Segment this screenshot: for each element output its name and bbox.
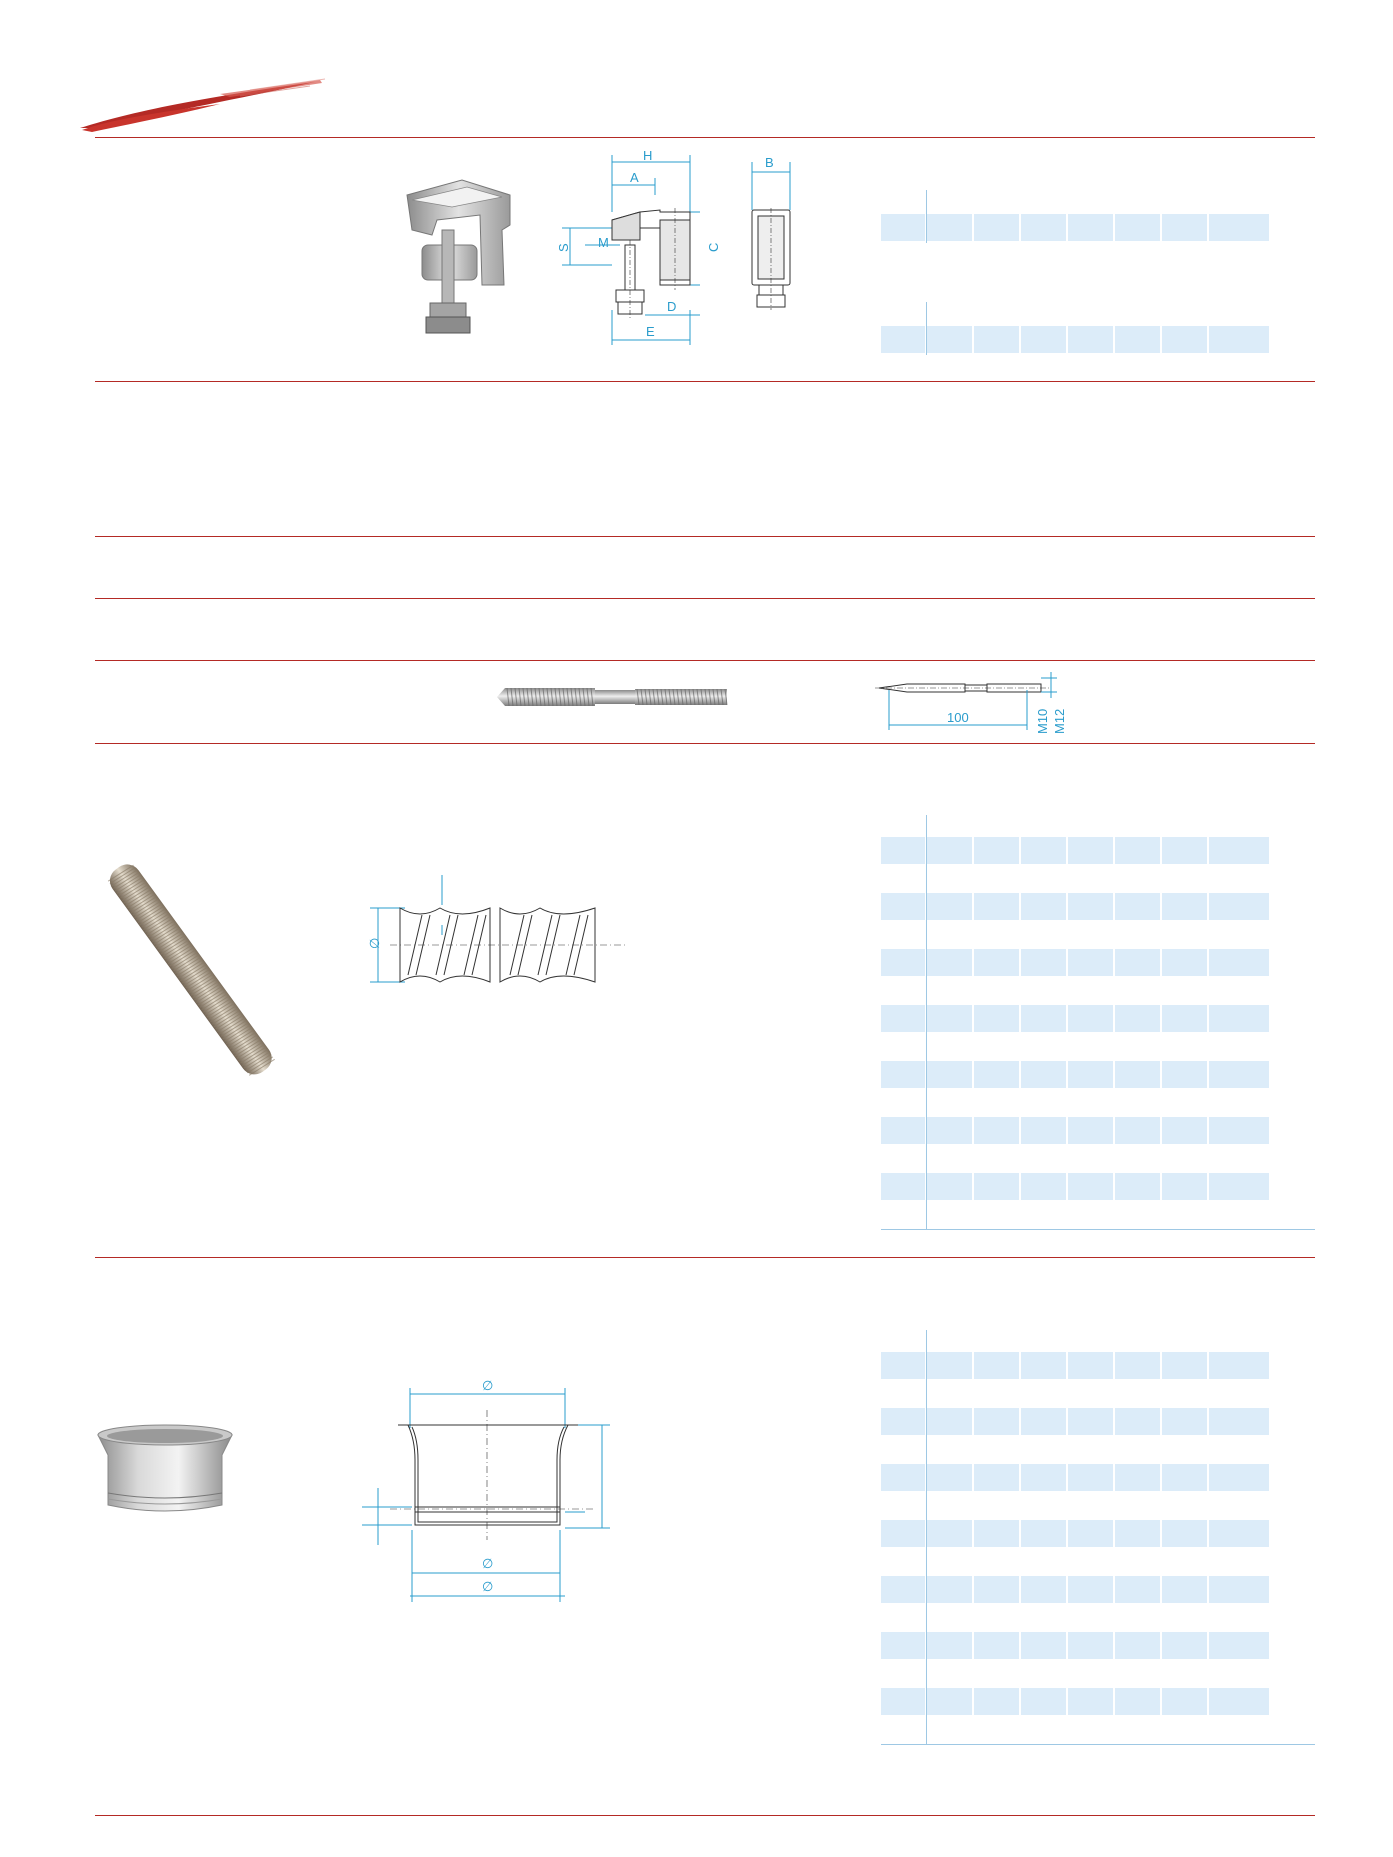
dim-label-H: H	[643, 150, 653, 163]
beam-clamp-drawing	[550, 150, 700, 350]
beam-clamp-icon	[407, 180, 510, 333]
table-row	[881, 1005, 1315, 1032]
threaded-rod-photo	[90, 855, 290, 1085]
dim-label-E: E	[646, 324, 655, 339]
sleeve-drawing	[360, 1380, 620, 1620]
red-brush-stroke-icon	[80, 79, 325, 132]
table-row	[881, 326, 1315, 353]
spec-table-clamp-2	[881, 302, 1315, 357]
divider-line	[95, 660, 1315, 661]
divider-line	[95, 137, 1315, 138]
hanger-bolt-icon	[497, 688, 727, 706]
table-row	[881, 1688, 1315, 1715]
table-row	[881, 1408, 1315, 1435]
table-row	[881, 1061, 1315, 1088]
dim-label-D: D	[667, 299, 677, 314]
table-row	[881, 1520, 1315, 1547]
divider-line	[95, 743, 1315, 744]
table-row	[881, 837, 1315, 864]
dim-label-A: A	[630, 170, 639, 185]
table-row	[881, 1576, 1315, 1603]
hanger-bolt-drawing	[875, 668, 1085, 736]
dim-label-inner-diameter: ∅	[482, 1556, 494, 1571]
table-row	[881, 1173, 1315, 1200]
threaded-rod-drawing	[360, 870, 640, 1000]
spec-table-sleeve	[881, 1330, 1315, 1750]
dim-label-length: 100	[947, 710, 969, 725]
table-row	[881, 949, 1315, 976]
sleeve-photo	[90, 1415, 240, 1525]
table-row	[881, 1632, 1315, 1659]
brush-logo	[70, 70, 330, 140]
table-row	[881, 893, 1315, 920]
threaded-rod-icon	[104, 859, 277, 1080]
spec-table-threaded-rod	[881, 815, 1315, 1235]
dim-label-B: B	[765, 155, 774, 170]
table-row	[881, 1464, 1315, 1491]
spec-table-clamp-1	[881, 190, 1315, 245]
dim-label-diameter: ∅	[367, 937, 382, 949]
dim-label-thread-2: M12	[1052, 708, 1067, 734]
beam-clamp-dim-C	[700, 200, 730, 290]
divider-line	[95, 536, 1315, 537]
divider-line	[95, 381, 1315, 382]
beam-clamp-photo	[392, 175, 517, 340]
divider-line	[95, 1815, 1315, 1816]
table-row	[881, 1117, 1315, 1144]
divider-line	[95, 598, 1315, 599]
beam-clamp-side-drawing	[745, 150, 805, 320]
dim-label-outer-diameter: ∅	[482, 1579, 494, 1594]
table-row	[881, 214, 1315, 241]
divider-line	[95, 1257, 1315, 1258]
table-row	[881, 1352, 1315, 1379]
dim-label-S: S	[556, 243, 571, 252]
dim-label-M: M	[598, 235, 609, 250]
dim-label-C: C	[706, 242, 721, 252]
dim-label-top-diameter: ∅	[482, 1380, 494, 1393]
flanged-sleeve-icon	[98, 1425, 232, 1511]
hanger-bolt-photo	[495, 684, 730, 710]
dim-label-thread-1: M10	[1035, 708, 1050, 734]
